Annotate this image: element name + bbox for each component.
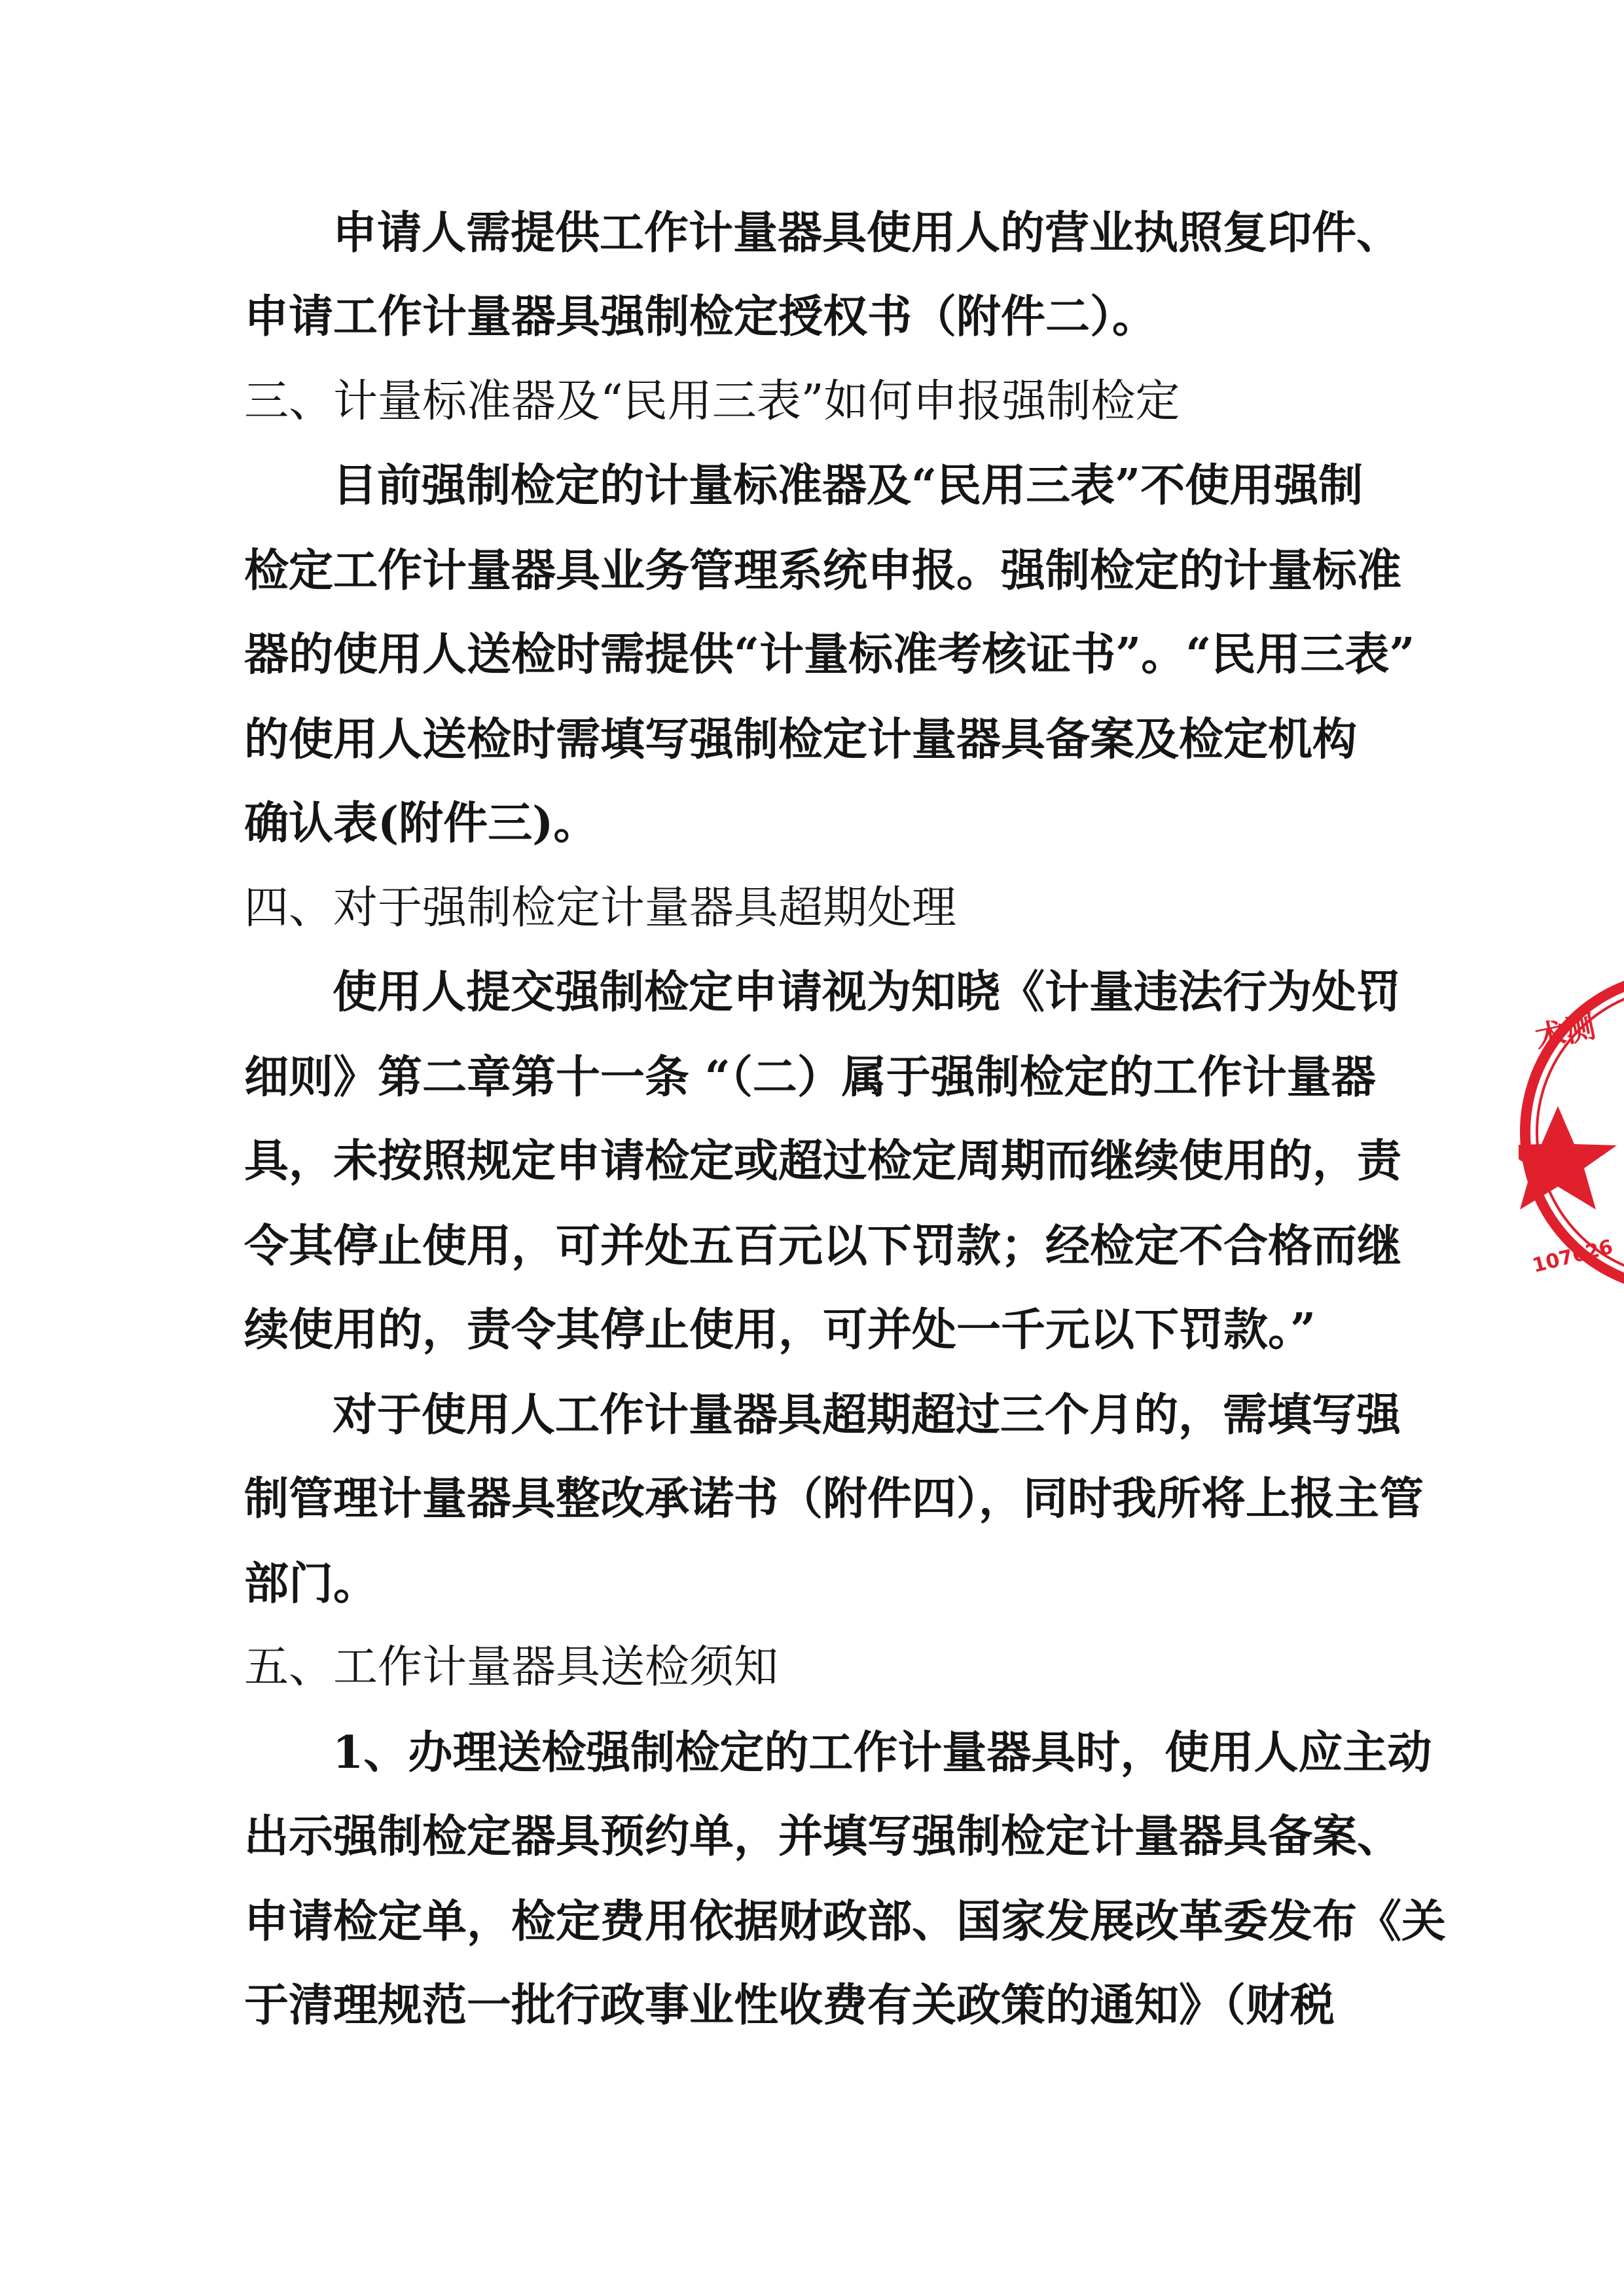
text-line: 令其停止使用，可并处五百元以下罚款；经检定不合格而继 (244, 1220, 1402, 1272)
text-line: 的使用人送检时需填写强制检定计量器具备案及检定机构 (244, 713, 1358, 766)
text-line: 细则》第二章第十一条 “（二）属于强制检定的工作计量器 (244, 1051, 1376, 1103)
text-line: 具，未按照规定申请检定或超过检定周期而继续使用的，责 (244, 1135, 1402, 1187)
seal-text: 术测 (1532, 1009, 1599, 1056)
seal-code: 107626 (1530, 1235, 1615, 1278)
text-line: 目前强制检定的计量标准器及“民用三表”不使用强制 (333, 459, 1363, 512)
text-line: 器的使用人送检时需提供“计量标准考核证书”。“民用三表” (244, 628, 1415, 681)
text-line: 出示强制检定器具预约单，并填写强制检定计量器具备案、 (244, 1810, 1402, 1863)
section-heading: 三、计量标准器及“民用三表”如何申报强制检定 (244, 376, 1180, 427)
text-line: 申请工作计量器具强制检定授权书（附件二）。 (244, 291, 1157, 343)
text-line: 于清理规范一批行政事业性收费有关政策的通知》（财税 (244, 1979, 1335, 2032)
seal-star-icon (1519, 1106, 1617, 1210)
text-line: 检定工作计量器具业务管理系统申报。强制检定的计量标准 (244, 545, 1402, 597)
text-line: 续使用的，责令其停止使用，可并处一千元以下罚款。” (244, 1304, 1316, 1356)
text-line: 1、办理送检强制检定的工作计量器具时，使用人应主动 (333, 1727, 1432, 1779)
text-line: 使用人提交强制检定申请视为知晓《计量违法行为处罚 (333, 966, 1401, 1018)
section-heading: 五、工作计量器具送检须知 (244, 1641, 779, 1693)
text-line: 申请检定单，检定费用依据财政部、国家发展改革委发布《关 (244, 1895, 1447, 1948)
official-seal (1519, 969, 1624, 1296)
text-line: 确认表(附件三)。 (244, 797, 598, 850)
text-line: 申请人需提供工作计量器具使用人的营业执照复印件、 (333, 207, 1401, 259)
text-line: 对于使用人工作计量器具超期超过三个月的，需填写强 (333, 1389, 1401, 1441)
section-heading: 四、对于强制检定计量器具超期处理 (244, 882, 957, 934)
text-line: 制管理计量器具整改承诺书（附件四），同时我所将上报主管 (244, 1473, 1424, 1525)
text-line: 部门。 (244, 1558, 378, 1610)
